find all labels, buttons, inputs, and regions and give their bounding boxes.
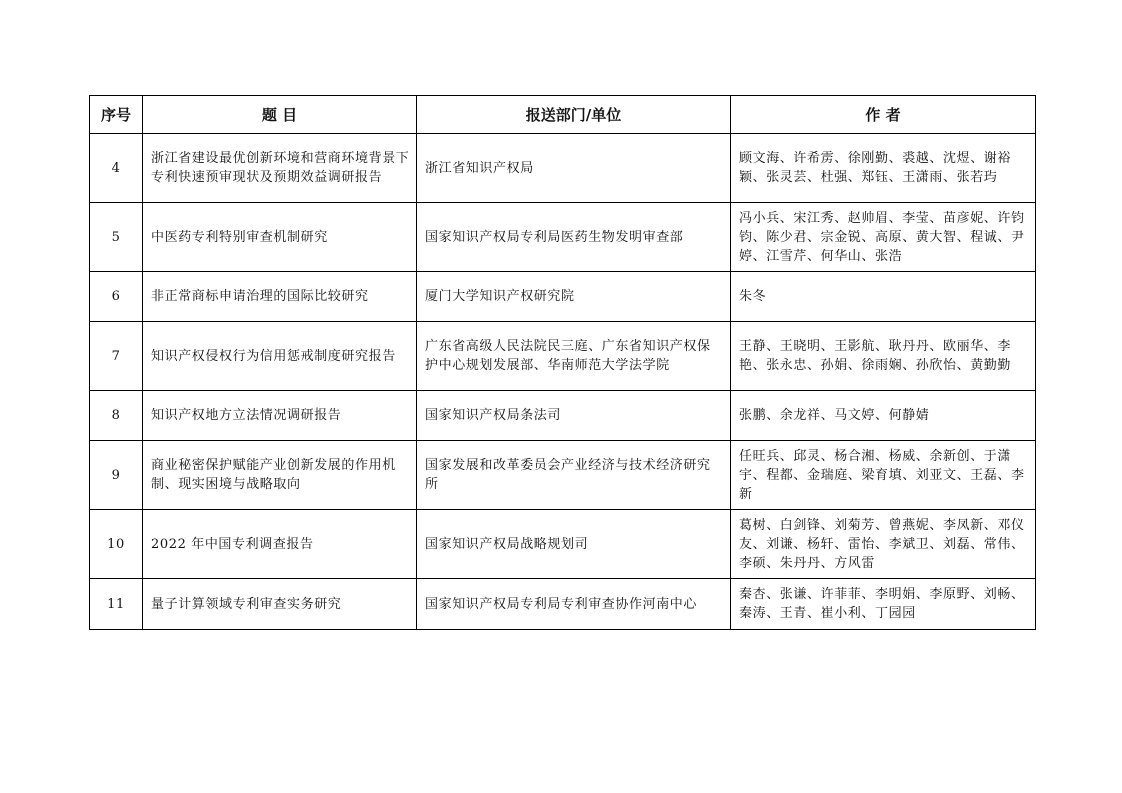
row-index: 11 xyxy=(90,579,143,630)
table-row xyxy=(90,134,1036,203)
row-index: 7 xyxy=(90,322,143,391)
row-index: 10 xyxy=(90,510,143,579)
header-unit: 报送部门/单位 xyxy=(417,96,731,134)
table-row xyxy=(90,579,1036,630)
row-authors: 朱冬 xyxy=(731,272,1036,322)
header-index: 序号 xyxy=(90,96,143,134)
row-title: 中医药专利特别审查机制研究 xyxy=(143,203,417,272)
row-unit: 国家知识产权局专利局专利审查协作河南中心 xyxy=(417,579,731,630)
header-title: 题 目 xyxy=(143,96,417,134)
row-authors: 王静、王晓明、王影航、耿丹丹、欧丽华、李艳、张永忠、孙娟、徐雨娴、孙欣怡、黄勤勤 xyxy=(731,322,1036,391)
row-unit: 国家知识产权局条法司 xyxy=(417,391,731,441)
row-unit: 国家知识产权局专利局医药生物发明审查部 xyxy=(417,203,731,272)
row-index: 9 xyxy=(90,441,143,510)
row-authors: 葛树、白剑锋、刘菊芳、曾燕妮、李凤新、邓仪友、刘谦、杨轩、雷怡、李斌卫、刘磊、常伟、李硕、朱丹丹、方风雷 xyxy=(731,510,1036,579)
row-unit: 国家知识产权局战略规划司 xyxy=(417,510,731,579)
table-row xyxy=(90,441,1036,510)
row-index: 6 xyxy=(90,272,143,322)
table-row xyxy=(90,391,1036,441)
header-authors: 作 者 xyxy=(731,96,1036,134)
table-row xyxy=(90,322,1036,391)
row-unit: 厦门大学知识产权研究院 xyxy=(417,272,731,322)
row-title: 知识产权地方立法情况调研报告 xyxy=(143,391,417,441)
row-unit: 国家发展和改革委员会产业经济与技术经济研究所 xyxy=(417,441,731,510)
table-header-row xyxy=(90,96,1036,134)
row-authors: 张鹏、余龙祥、马文婷、何静婧 xyxy=(731,391,1036,441)
row-authors: 冯小兵、宋江秀、赵帅眉、李莹、苗彦妮、许钧钧、陈少君、宗金锐、高原、黄大智、程诚、尹婷、江雪芹、何华山、张浩 xyxy=(731,203,1036,272)
row-index: 8 xyxy=(90,391,143,441)
row-index: 5 xyxy=(90,203,143,272)
row-title: 浙江省建设最优创新环境和营商环境背景下专利快速预审现状及预期效益调研报告 xyxy=(143,134,417,203)
row-title: 知识产权侵权行为信用惩戒制度研究报告 xyxy=(143,322,417,391)
row-unit: 浙江省知识产权局 xyxy=(417,134,731,203)
row-index: 4 xyxy=(90,134,143,203)
table-row xyxy=(90,272,1036,322)
row-unit: 广东省高级人民法院民三庭、广东省知识产权保护中心规划发展部、华南师范大学法学院 xyxy=(417,322,731,391)
row-authors: 任旺兵、邱灵、杨合湘、杨威、余新创、于潇宇、程都、金瑞庭、梁育填、刘亚文、王磊、李新 xyxy=(731,441,1036,510)
row-title: 量子计算领域专利审查实务研究 xyxy=(143,579,417,630)
row-authors: 秦杏、张谦、许菲菲、李明娟、李原野、刘畅、秦涛、王青、崔小利、丁园园 xyxy=(731,579,1036,630)
row-authors: 顾文海、许希雳、徐刚勤、裘越、沈煜、谢裕颖、张灵芸、杜强、郑钰、王潇雨、张若玙 xyxy=(731,134,1036,203)
report-table xyxy=(89,95,1036,630)
table-row xyxy=(90,203,1036,272)
row-title: 2022 年中国专利调查报告 xyxy=(143,510,417,579)
table-row xyxy=(90,510,1036,579)
row-title: 非正常商标申请治理的国际比较研究 xyxy=(143,272,417,322)
row-title: 商业秘密保护赋能产业创新发展的作用机制、现实困境与战略取向 xyxy=(143,441,417,510)
